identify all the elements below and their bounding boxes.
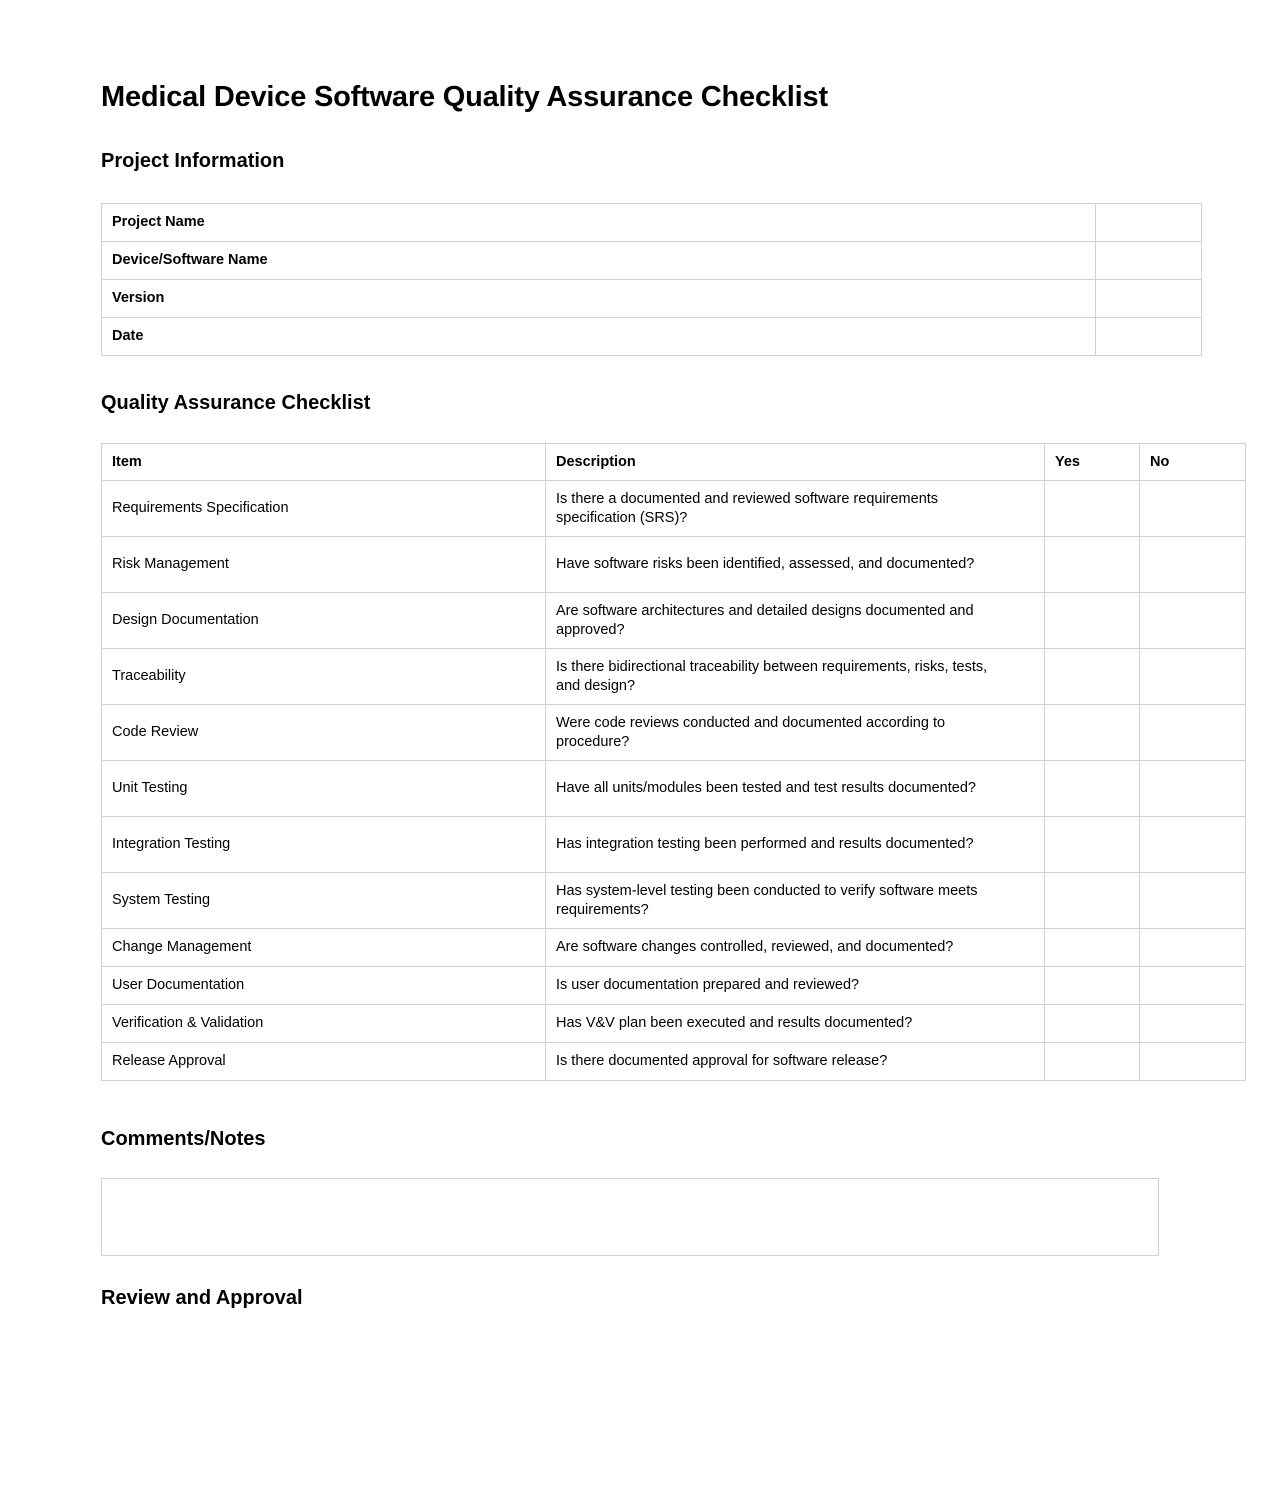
checklist-item-description	[546, 761, 1045, 817]
device-software-name-label: Device/Software Name	[102, 242, 1096, 280]
table-row	[102, 242, 1202, 280]
date-value[interactable]	[1096, 318, 1202, 356]
section-heading-project-information: Project Information	[101, 150, 285, 172]
checklist-item-description	[546, 537, 1045, 593]
checklist-yes-cell[interactable]	[1045, 1005, 1140, 1043]
checklist-item-label: Risk Management	[102, 537, 546, 593]
checklist-item-description	[546, 873, 1045, 929]
project-name-value[interactable]	[1096, 204, 1202, 242]
checklist-item-label: Code Review	[102, 705, 546, 761]
table-row	[102, 1005, 1246, 1043]
column-header-no: No	[1140, 444, 1246, 481]
description-text: Is there documented approval for software release?	[556, 1053, 888, 1069]
checklist-item-description	[546, 1005, 1045, 1043]
checklist-yes-cell[interactable]	[1045, 967, 1140, 1005]
checklist-no-cell[interactable]	[1140, 873, 1246, 929]
checklist-no-cell[interactable]	[1140, 481, 1246, 537]
table-row	[102, 649, 1246, 705]
table-header-row	[102, 444, 1246, 481]
table-row	[102, 967, 1246, 1005]
column-header-description: Description	[546, 444, 1045, 481]
checklist-item-description	[546, 649, 1045, 705]
project-name-label: Project Name	[102, 204, 1096, 242]
description-text: Have all units/modules been tested and test results documented?	[556, 780, 976, 796]
checklist-item-description	[546, 481, 1045, 537]
checklist-item-label: System Testing	[102, 873, 546, 929]
checklist-yes-cell[interactable]	[1045, 481, 1140, 537]
description-text: Are software architectures and detailed designs documented and approved?	[556, 602, 974, 638]
column-header-item: Item	[102, 444, 546, 481]
section-heading-comments-notes: Comments/Notes	[101, 1128, 266, 1150]
description-text: Has system-level testing been conducted to verify software meets requirements?	[556, 882, 978, 918]
checklist-no-cell[interactable]	[1140, 967, 1246, 1005]
table-row	[102, 280, 1202, 318]
checklist-yes-cell[interactable]	[1045, 537, 1140, 593]
table-row	[102, 204, 1202, 242]
checklist-no-cell[interactable]	[1140, 761, 1246, 817]
version-label: Version	[102, 280, 1096, 318]
table-row	[102, 817, 1246, 873]
page-title: Medical Device Software Quality Assurance Checklist	[101, 81, 828, 113]
description-text: Is user documentation prepared and reviewed?	[556, 977, 860, 993]
checklist-yes-cell[interactable]	[1045, 705, 1140, 761]
checklist-yes-cell[interactable]	[1045, 761, 1140, 817]
date-label: Date	[102, 318, 1096, 356]
checklist-item-description	[546, 593, 1045, 649]
checklist-no-cell[interactable]	[1140, 593, 1246, 649]
description-text: Were code reviews conducted and documented according to procedure?	[556, 714, 946, 750]
checklist-yes-cell[interactable]	[1045, 649, 1140, 705]
description-text: Is there a documented and reviewed software requirements specification (SRS)?	[556, 490, 939, 526]
checklist-item-description	[546, 817, 1045, 873]
checklist-item-label: Traceability	[102, 649, 546, 705]
checklist-yes-cell[interactable]	[1045, 593, 1140, 649]
section-heading-review-and-approval: Review and Approval	[101, 1287, 303, 1309]
column-header-yes: Yes	[1045, 444, 1140, 481]
checklist-no-cell[interactable]	[1140, 817, 1246, 873]
table-row	[102, 929, 1246, 967]
table-row	[102, 873, 1246, 929]
table-row	[102, 318, 1202, 356]
description-text: Are software changes controlled, reviewed, and documented?	[556, 939, 954, 955]
table-row	[102, 705, 1246, 761]
table-row	[102, 761, 1246, 817]
checklist-item-description	[546, 705, 1045, 761]
checklist-yes-cell[interactable]	[1045, 873, 1140, 929]
checklist-yes-cell[interactable]	[1045, 817, 1140, 873]
checklist-item-label: Unit Testing	[102, 761, 546, 817]
checklist-no-cell[interactable]	[1140, 1043, 1246, 1081]
checklist-item-label: Release Approval	[102, 1043, 546, 1081]
checklist-item-description	[546, 1043, 1045, 1081]
table-row	[102, 1043, 1246, 1081]
checklist-item-label: Design Documentation	[102, 593, 546, 649]
description-text: Have software risks been identified, assessed, and documented?	[556, 556, 975, 572]
table-row	[102, 481, 1246, 537]
checklist-item-label: Integration Testing	[102, 817, 546, 873]
version-value[interactable]	[1096, 280, 1202, 318]
table-row	[102, 593, 1246, 649]
quality-assurance-checklist-table	[101, 443, 1246, 1081]
checklist-item-label: User Documentation	[102, 967, 546, 1005]
checklist-yes-cell[interactable]	[1045, 929, 1140, 967]
checklist-item-label: Verification & Validation	[102, 1005, 546, 1043]
checklist-no-cell[interactable]	[1140, 929, 1246, 967]
description-text: Has integration testing been performed and results documented?	[556, 836, 974, 852]
checklist-no-cell[interactable]	[1140, 649, 1246, 705]
device-software-name-value[interactable]	[1096, 242, 1202, 280]
description-text: Has V&V plan been executed and results documented?	[556, 1015, 913, 1031]
checklist-item-description	[546, 967, 1045, 1005]
comments-notes-input[interactable]	[101, 1178, 1159, 1256]
checklist-no-cell[interactable]	[1140, 705, 1246, 761]
table-row	[102, 537, 1246, 593]
checklist-item-label: Requirements Specification	[102, 481, 546, 537]
project-information-table	[101, 203, 1202, 356]
checklist-no-cell[interactable]	[1140, 1005, 1246, 1043]
checklist-yes-cell[interactable]	[1045, 1043, 1140, 1081]
checklist-item-description	[546, 929, 1045, 967]
section-heading-quality-assurance-checklist: Quality Assurance Checklist	[101, 392, 371, 414]
checklist-item-label: Change Management	[102, 929, 546, 967]
checklist-no-cell[interactable]	[1140, 537, 1246, 593]
description-text: Is there bidirectional traceability between requirements, risks, tests, and design?	[556, 658, 988, 694]
